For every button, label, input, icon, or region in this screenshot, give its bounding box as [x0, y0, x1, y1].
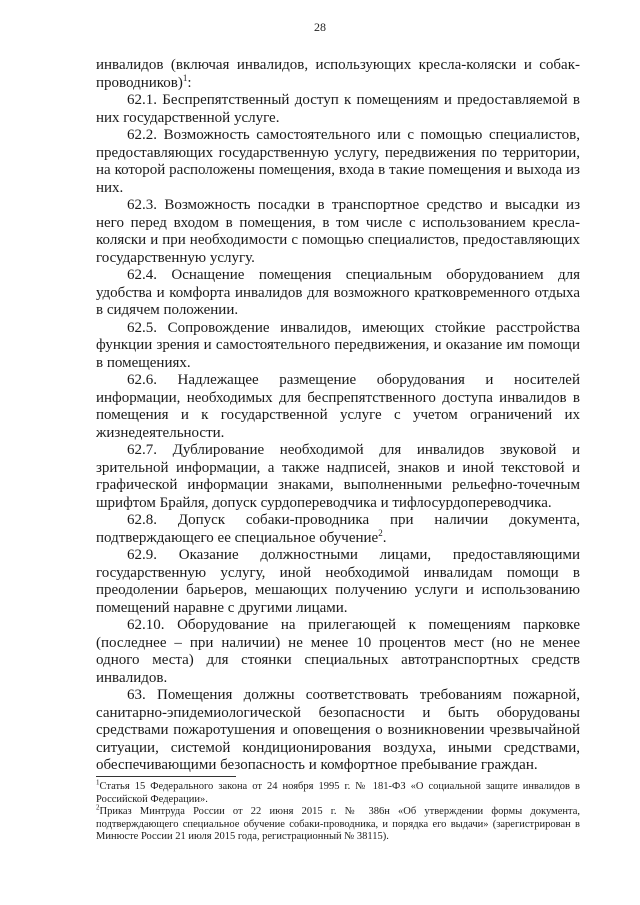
paragraph-intro [96, 57, 580, 92]
footnote-divider [96, 776, 236, 777]
paragraph-text: 62.8. Допуск собаки-проводника при наличии документа, подтверждающего ее специальное обучение [96, 512, 580, 546]
paragraph-62-2: 62.2. Возможность самостоятельного или с помощью специалистов, предоставляющих государственную услугу, передвижения по территории, на которой расположены помещения, входа в такие помещения и выхода из них. [96, 127, 580, 196]
footnote-marker: 2 [96, 803, 100, 812]
footnote-text: Статья 15 Федерального закона от 24 ноября 1995 г. № 181-ФЗ «О социальной защите инвалидов в Российской Федерации». [96, 781, 580, 805]
footnotes [96, 776, 580, 844]
footnote-ref[interactable]: 1 [182, 72, 188, 83]
paragraph-62-5: 62.5. Сопровождение инвалидов, имеющих стойкие расстройства функции зрения и самостоятельного передвижения, и оказание им помощи в помещениях. [96, 319, 580, 371]
paragraph-tail: . [382, 529, 387, 546]
page-number: 28 [314, 20, 326, 34]
paragraph-tail: : [187, 74, 192, 91]
footnote-2 [96, 803, 580, 844]
paragraph-62-4: 62.4. Оснащение помещения специальным оборудованием для удобства и комфорта инвалидов для возможного кратковременного отдыха в сидячем положении. [96, 267, 580, 318]
paragraph-62-1: 62.1. Беспрепятственный доступ к помещениям и предоставляемой в них государственной услуге. [96, 92, 580, 126]
paragraph-text: инвалидов (включая инвалидов, использующих кресла-коляски и собак-проводников) [96, 57, 580, 91]
paragraph-63: 63. Помещения должны соответствовать требованиям пожарной, санитарно-эпидемиологической безопасности и быть оборудованы средствами пожаротушения и оповещения о возникновении чрезвычайной ситуации, системой кондиционирования воздуха, иными средствами, обеспечивающими безопасность и комфортное пребывание граждан. [96, 687, 580, 773]
footnote-text: Приказ Минтруда России от 22 июня 2015 г. № 386н «Об утверждении формы документа, подтверждающего специальное обучение собаки-проводника, и порядка его выдачи» (зарегистрирован в Минюсте России 21 июля 2015 года, регистрационный № 38115). [96, 806, 580, 842]
paragraph-62-3: 62.3. Возможность посадки в транспортное средство и высадки из него перед входом в помещения, в том числе с использованием кресла-коляски и при необходимости с помощью специалистов, предоставляющих государственную услугу. [96, 197, 580, 266]
footnote-ref[interactable]: 2 [378, 527, 383, 538]
footnote-marker: 1 [96, 778, 100, 787]
paragraph-62-8 [96, 512, 580, 547]
paragraph-62-6: 62.6. Надлежащее размещение оборудования и носителей информации, необходимых для беспрепятственного доступа инвалидов в помещения и к государственной услуге с учетом ограничений их жизнедеятельности. [96, 372, 580, 441]
paragraph-62-7: 62.7. Дублирование необходимой для инвалидов звуковой и зрительной информации, а также надписей, знаков и иной текстовой и графической информации знаками, выполненными рельефно-точечным шрифтом Брайля, допуск сурдопереводчика и тифлосурдопереводчика. [96, 442, 580, 511]
body-text [96, 57, 580, 775]
footnote-1 [96, 778, 580, 806]
paragraph-62-9: 62.9. Оказание должностными лицами, предоставляющими государственную услугу, иной необходимой инвалидам помощи в преодолении барьеров, мешающих получению услуги и использованию помещений наравне с другими лицами. [96, 547, 580, 616]
paragraph-62-10: 62.10. Оборудование на прилегающей к помещениям парковке (последнее – при наличии) не менее 10 процентов мест (но не менее одного места) для стоянки специальных автотранспортных средств инвалидов. [96, 617, 580, 686]
